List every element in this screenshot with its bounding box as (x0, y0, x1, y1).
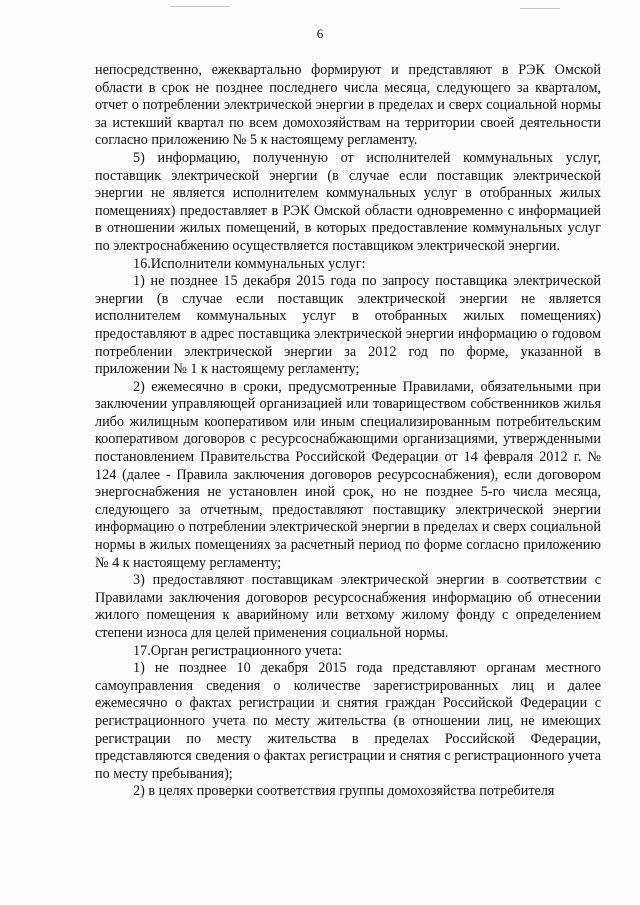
paragraph: 1) не позднее 15 декабря 2015 года по запросу поставщика электрической энергии (в случае если поставщик электрической энергии не является исполнителем коммунальных услуг в отобранных жилых помещениях) предоставляют в адрес поставщика электрической энергии информацию о годовом потреблении электрической энергии за 2012 год по форме, указанной в приложении № 1 к настоящему регламенту; (95, 273, 601, 378)
scan-artifact (520, 8, 560, 9)
document-body (95, 62, 601, 801)
paragraph: 5) информацию, полученную от исполнителей коммунальных услуг, поставщик электрической энергии (в случае если поставщик электрической энергии не является исполнителем коммунальных услуг в отобранных жилых помещениях) предоставляет в РЭК Омской области одновременно с информацией в отношении жилых помещений, в которых предоставление коммунальных услуг по электроснабжению осуществляется поставщиком электрической энергии. (95, 149, 601, 254)
paragraph: 2) ежемесячно в сроки, предусмотренные Правилами, обязательными при заключении управляющей организацией или товариществом собственников жилья либо жилищным кооперативом или иным специализированным потребительским кооперативом договоров с ресурсоснабжающими организациями, утвержденными постановлением Правительства Российской Федерации от 14 февраля 2012 г. № 124 (далее - Правила заключения договоров ресурсоснабжения), если договором энергоснабжения не установлен иной срок, но не позднее 5-го числа месяца, следующего за отчетным, предоставляют поставщику электрической энергии информацию о потреблении электрической энергии в пределах и сверх социальной нормы в жилых помещениях за расчетный период по форме согласно приложению № 4 к настоящему регламенту; (95, 378, 601, 571)
paragraph: 2) в целях проверки соответствия группы домохозяйства потребителя (133, 783, 555, 800)
paragraph: 3) предоставляют поставщикам электрической энергии в соответствии с Правилами заключения договоров ресурсоснабжения информацию об отнесении жилого помещения к аварийному или ветхому жилому фонду с определением степени износа для целей применения социальной нормы. (95, 572, 601, 641)
scan-artifact (170, 6, 230, 7)
paragraph: 1) не позднее 10 декабря 2015 года представляют органам местного самоуправления сведения о количестве зарегистрированных лиц и далее ежемесячно о фактах регистрации и снятия граждан Российской Федерации с регистрационного учета по месту жительства (в отношении лиц, не имеющих регистрации по месту жительства в пределах Российской Федерации, представляются сведения о фактах регистрации и снятия с регистрационного учета по месту пребывания); (95, 660, 601, 782)
paragraph: непосредственно, ежеквартально формируют и представляют в РЭК Омской области в срок не позднее последнего числа месяца, следующего за кварталом, отчет о потреблении электрической энергии в пределах и сверх социальной нормы за истекший квартал по всем домохозяйствам на территории своей деятельности согласно приложению № 5 к настоящему регламенту. (95, 62, 601, 149)
page-number: 6 (316, 26, 324, 41)
section-heading: 17.Орган регистрационного учета: (133, 642, 342, 659)
section-heading: 16.Исполнители коммунальных услуг: (133, 255, 366, 272)
